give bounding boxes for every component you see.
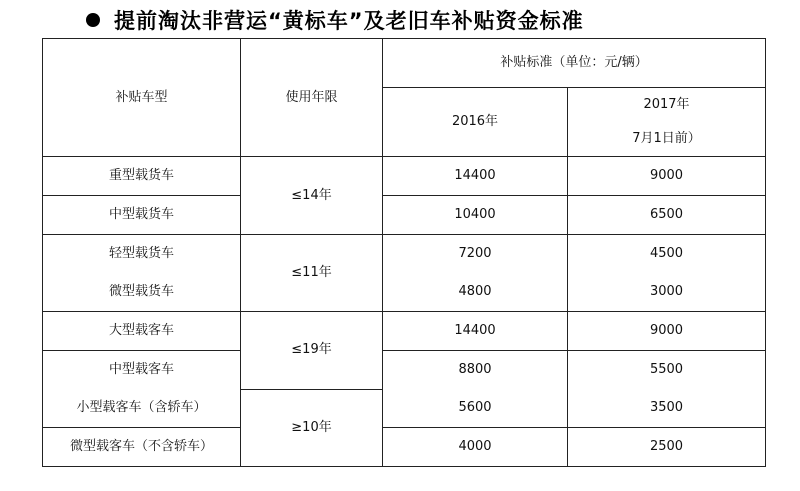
- value-2016-cell: 5600: [383, 389, 568, 428]
- value-2017-cell: 5500: [568, 351, 766, 390]
- heading-title: 提前淘汰非营运“黄标车”及老旧车补贴资金标准: [114, 9, 584, 33]
- value-2016-cell: 8800: [383, 351, 568, 390]
- value-2017-cell: 6500: [568, 196, 766, 235]
- value-2017-cell: 2500: [568, 428, 766, 467]
- vehicle-type-cell: 轻型载货车: [43, 235, 241, 274]
- table-row: [43, 389, 766, 428]
- value-2016-cell: 4800: [383, 273, 568, 312]
- header-years: 使用年限: [241, 39, 383, 157]
- header-row: [43, 39, 766, 88]
- vehicle-type-cell: 微型载客车（不含轿车）: [43, 428, 241, 467]
- subsidy-table: [42, 38, 766, 467]
- table-row: [43, 235, 766, 274]
- value-2016-cell: 7200: [383, 235, 568, 274]
- table-row: [43, 428, 766, 467]
- header-subsidy-standard: 补贴标准（单位：元/辆）: [383, 39, 766, 88]
- header-vehicle-type: 补贴车型: [43, 39, 241, 157]
- value-2016-cell: 14400: [383, 312, 568, 351]
- vehicle-type-cell: 中型载客车: [43, 351, 241, 390]
- table-row: [43, 351, 766, 390]
- table-row: [43, 273, 766, 312]
- value-2017-cell: 9000: [568, 312, 766, 351]
- value-2017-cell: 4500: [568, 235, 766, 274]
- table-row: [43, 196, 766, 235]
- table-row: [43, 157, 766, 196]
- value-2016-cell: 4000: [383, 428, 568, 467]
- vehicle-type-cell: 大型载客车: [43, 312, 241, 351]
- header-2017-date: 7月1日前）: [632, 131, 701, 147]
- value-2017-cell: 9000: [568, 157, 766, 196]
- years-cell: ≤11年: [241, 235, 383, 312]
- header-2017: [568, 88, 766, 157]
- header-2017-year: 2017年: [643, 97, 690, 113]
- years-cell: ≤14年: [241, 157, 383, 235]
- vehicle-type-cell: 重型载货车: [43, 157, 241, 196]
- vehicle-type-cell: 微型载货车: [43, 273, 241, 312]
- value-2017-cell: 3000: [568, 273, 766, 312]
- value-2016-cell: 10400: [383, 196, 568, 235]
- value-2016-cell: 14400: [383, 157, 568, 196]
- years-cell: ≤19年: [241, 312, 383, 390]
- document-heading: [86, 4, 584, 36]
- vehicle-type-cell: 小型载客车（含轿车）: [43, 389, 241, 428]
- header-2016: 2016年: [383, 88, 568, 157]
- table-row: [43, 312, 766, 351]
- vehicle-type-cell: 中型载货车: [43, 196, 241, 235]
- bullet-icon: [86, 13, 100, 27]
- value-2017-cell: 3500: [568, 389, 766, 428]
- years-cell: ≥10年: [241, 389, 383, 467]
